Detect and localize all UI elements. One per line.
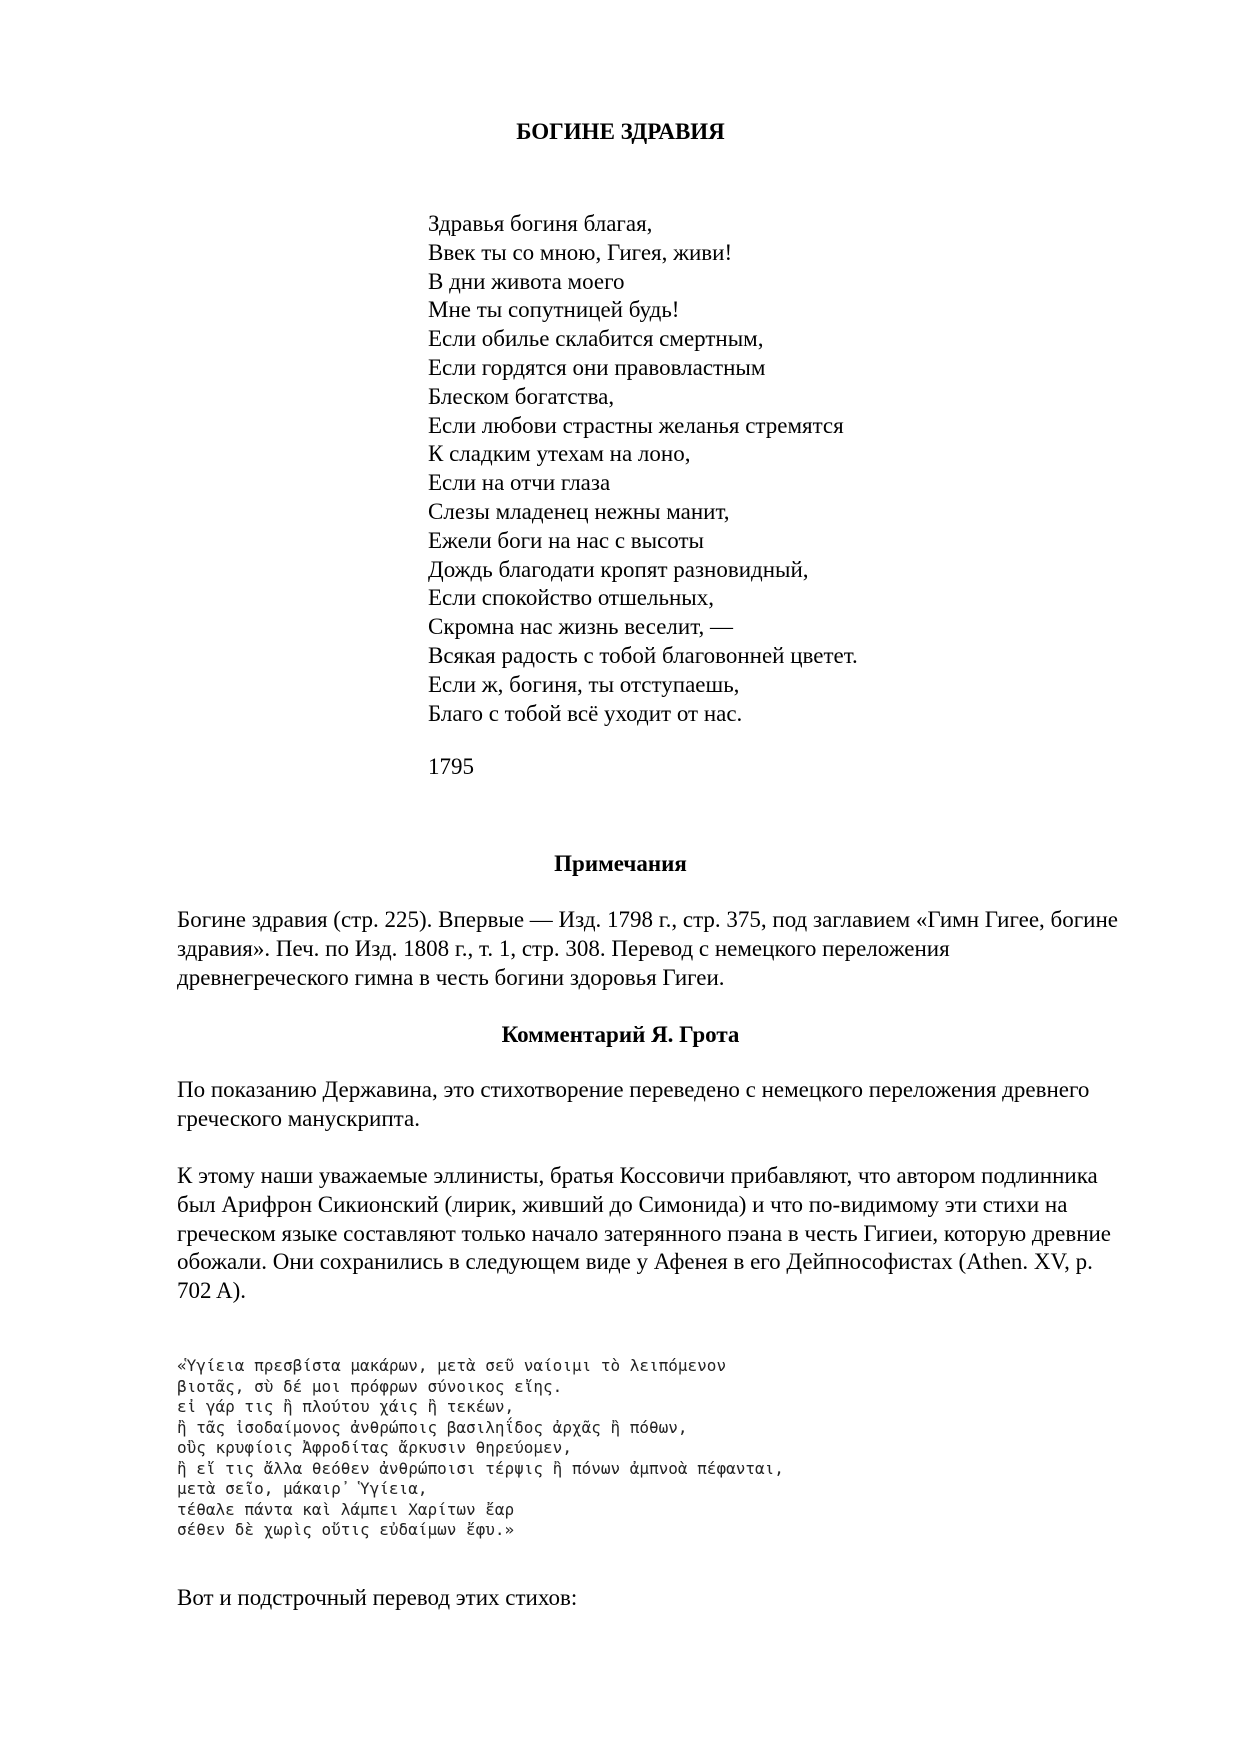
- greek-line: εἰ γάρ τις ἢ πλούτου χάις ἢ τεκέων,: [177, 1397, 515, 1416]
- poem-line: Благо с тобой всё уходит от нас.: [428, 700, 743, 726]
- greek-line: μετὰ σεῖο, μάκαιρ᾽ Ὑγίεια,: [177, 1479, 428, 1498]
- notes-heading: Примечания: [554, 851, 687, 876]
- greek-line: βιοτᾶς, σὺ δέ μοι πρόφρων σύνοικος εἴης.: [177, 1376, 563, 1396]
- commentary-paragraph-2: К этому наши уважаемые эллинисты, братья Коссовичи прибавляют, что автором подлинника был Арифрон Сикионский (лирик, живший до Симонида) и что по-видимому эти стихи на греческом языке составляют только начало затерянного пэана в честь Гигиеи, которую древние обожали. Они сохранились в следующем виде у Афенея в его Дейпнософистах (Athen. XV, p. 702 A).: [177, 1163, 1112, 1304]
- poem-text: [428, 210, 858, 728]
- page-title: БОГИНЕ ЗДРАВИЯ: [516, 119, 725, 144]
- poem-line: Мне ты сопутницей будь!: [428, 297, 680, 323]
- poem-line: Слезы младенец нежны манит,: [428, 498, 730, 524]
- poem-line: Здравья богиня благая,: [428, 211, 653, 236]
- poem-line: Ежели боги на нас с высоты: [428, 527, 704, 553]
- poem-line: Если спокойство отшельных,: [428, 585, 714, 611]
- poem-line: Если любови страстны желанья стремятся: [428, 412, 844, 438]
- greek-line: τέθαλε πάντα καὶ λάμπει Χαρίτων ἔαρ: [177, 1499, 515, 1519]
- commentary-paragraph-3: Вот и подстрочный перевод этих стихов:: [177, 1585, 578, 1610]
- poem-line: Если обилье склабится смертным,: [428, 326, 764, 352]
- poem-line: К сладким утехам на лоно,: [428, 441, 691, 467]
- poem-line: Блеском богатства,: [428, 383, 615, 409]
- poem-line: Если ж, богиня, ты отступаешь,: [428, 671, 740, 697]
- poem-line: Скромна нас жизнь веселит, —: [428, 614, 734, 640]
- greek-line: ἢ τᾶς ἰσοδαίμονος ἀνθρώποις βασιληΐδος ἀρχᾶς ἢ πόθων,: [177, 1417, 688, 1437]
- notes-paragraph: Богине здравия (стр. 225). Впервые — Изд. 1798 г., стр. 375, под заглавием «Гимн Гигее, богине здравия». Печ. по Изд. 1808 г., т. 1, стр. 308. Перевод с немецкого переложения древнегреческого гимна в честь богини здоровья Гигеи.: [177, 907, 1119, 990]
- poem-line: Если на отчи глаза: [428, 470, 611, 496]
- greek-line: σέθεν δὲ χωρὶς οὔτις εὐδαίμων ἔφυ.»: [177, 1520, 515, 1539]
- greek-line: οὓς κρυφίοις Ἀφροδίτας ἄρκυσιν θηρεύομεν,: [177, 1438, 572, 1457]
- commentary-heading: Комментарий Я. Грота: [501, 1022, 740, 1047]
- poem-line: Ввек ты со мною, Гигея, живи!: [428, 239, 733, 265]
- poem-line: Всякая радость с тобой благовонней цветет.: [428, 642, 858, 668]
- greek-verse-block: [177, 1356, 784, 1541]
- commentary-paragraph-1: По показанию Державина, это стихотворение переведено с немецкого переложения древнего греческого манускрипта.: [177, 1077, 1090, 1131]
- greek-line: ἢ εἴ τις ἄλλα θεόθεν ἀνθρώποισι τέρψις ἢ πόνων ἀμπνοὰ πέφανται,: [177, 1458, 784, 1478]
- greek-line: «Ὑγίεια πρεσβίστα μακάρων, μετὰ σεῦ ναίοιμι τὸ λειπόμενον: [177, 1356, 727, 1375]
- poem-line: Дождь благодати кропят разновидный,: [428, 556, 809, 582]
- poem-line: Если гордятся они правовластным: [428, 354, 766, 380]
- poem-year: 1795: [428, 754, 474, 779]
- poem-line: В дни живота моего: [428, 268, 625, 294]
